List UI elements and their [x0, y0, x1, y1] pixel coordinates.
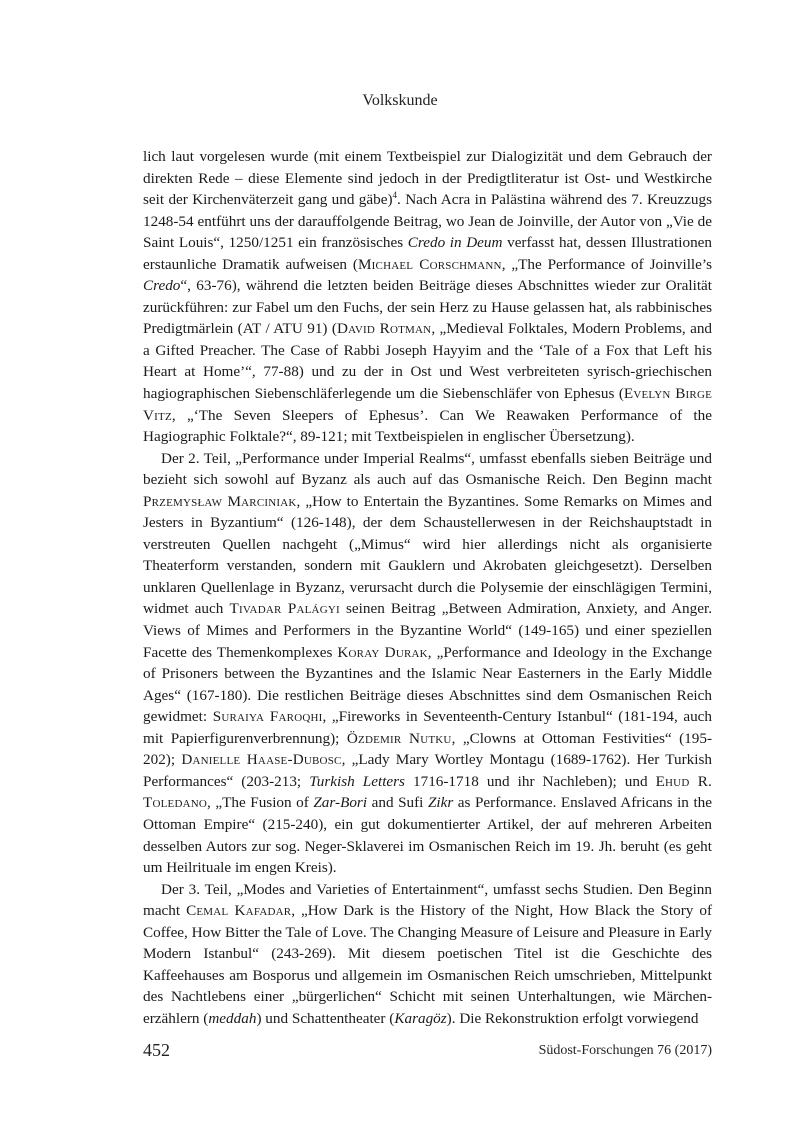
text-run: “, 63-76), während die letzten beiden Beiträge dieses Abschnittes wieder zur Oralität zurückführen: zur Fabel um den Fuchs, der sein Herz zu Hause gelassen hat, als rabbinisches Predigtmärlein (AT / ATU 91) ( [143, 277, 712, 338]
author-name: David Rotman [336, 320, 432, 338]
text-run: Der 3. Teil, „Modes and Varieties of Entertainment“, umfasst sechs Studien. Den Beginn macht [143, 880, 712, 920]
italic-title: meddah [208, 1009, 257, 1027]
italic-title: Turkish Letters [309, 772, 405, 790]
text-run: ). Die Rekonstruktion erfolgt vorwiegend [446, 1009, 699, 1027]
italic-title: Credo in Deum [407, 234, 503, 252]
text-run: 1716-1718 und ihr Nachleben); und [404, 772, 656, 790]
text-run: lich laut vorgelesen wurde (mit einem Textbeispiel zur Dialogizität und dem Gebrauch der direkten Rede – diese Elemente sind jedoch in der Predigtliteratur ist Ost- und Westkirche seit der Kirchenväterzeit gang und gäbe) [143, 148, 712, 209]
author-name: Evelyn Birge Vitz [143, 385, 713, 424]
text-run: , „‘The Seven Sleepers of Ephesus’. Can We Reawaken Performance of the Hagiographic Folktale?“, 89-121; mit Textbeispielen in englischer Übersetzung). [143, 406, 712, 446]
italic-title: Zikr [427, 794, 454, 812]
text-run: and Sufi [367, 794, 428, 812]
paragraph [143, 879, 712, 1030]
text-run: as Performance. Enslaved Africans in the Ottoman Empire“ (215-240), ein gut dokumentierter Artikel, der auf mehreren Arbeiten desselben Autors zur sog. Neger-Sklaverei im Osmanischen Reich im 19. Jh. beruht (es geht um Heilrituale im engen Kreis). [143, 794, 712, 877]
author-name: Michael Corschmann [357, 255, 502, 273]
page-number: 452 [143, 1040, 170, 1060]
author-name: Tivadar Palágyi [229, 600, 340, 618]
text-run: , „Fireworks in Seventeenth-Century Istanbul“ (181-194, auch mit Papierfigurenverbrennung); [143, 708, 712, 747]
italic-title: Credo [143, 277, 181, 295]
text-run: , „The Performance of Joinville’s [501, 255, 713, 273]
author-name: Ehud R. Toledano [143, 772, 713, 812]
text-run: . Nach Acra in Palästina während des 7. Kreuzzugs 1248-54 entführt uns der darauffolgende Beitrag, wo Jean de Joinville, der Autor von „Vie de Saint Louis“, 1250/1251 ein französisches [143, 191, 712, 252]
text-run: Der 2. Teil, „Performance under Imperial Realms“, umfasst ebenfalls sieben Beiträge und bezieht sich sowohl auf Byzanz als auch auf das Osmanische Reich. Den Beginn macht [143, 449, 712, 489]
text-run: , „Clowns at Ottoman Festivities“ (195-202); [143, 729, 713, 769]
author-name: Koray Durak [337, 643, 428, 661]
italic-title: Zar-Bori [313, 794, 368, 812]
paragraph [143, 448, 712, 879]
text-run: , „How to Entertain the Byzantines. Some Remarks on Mimes and Jesters in Byzantium“ (126-148), der dem Schaustellerwesen in der Reichshauptstadt in verstreuten Quellen nachgeht („Mimus“ wird hier allerdings nicht als organisierte Theaterform verstanden, sondern mit Gauklern und Akrobaten gleichgesetzt). Derselben unklaren Quellenlage in Byzanz, verursacht durch die Polysemie der einschlägigen Termini, widmet auch [143, 492, 712, 618]
text-run: ) und Schattentheater ( [256, 1009, 395, 1027]
text-run: , „How Dark is the History of the Night, How Black the Story of Coffee, How Bitter the Tale of Love. The Changing Measure of Leisure and Pleasure in Early Modern Istanbul“ (243-269). Mit diesem poetischen Titel ist die Geschichte des Kaffeehauses am Bosporus und allgemein im Osmanischen Reich umschrieben, Mittelpunkt des Nachtlebens einer „bürgerlichen“ Schicht mit seinen Unterhaltungen, wie Märchenerzählern ( [143, 902, 713, 1027]
text-run: , „Lady Mary Wortley Montagu (1689-1762). Her Turkish Performances“ (203-213; [143, 751, 712, 790]
text-run: , „Medieval Folktales, Modern Problems, and a Gifted Preacher. The Case of Rabbi Joseph Hayyim and the ‘Tale of a Fox that Left his Heart at Home’“, 77-88) und zu der in Ost und West verbreiteten syrisch-griechischen hagiographischen Siebenschläferlegende um die Siebenschläfer von Ephesus ( [143, 320, 713, 403]
author-name: Przemysław Marciniak [143, 492, 297, 510]
text-run: verfasst hat, dessen Illustrationen erstaunliche Dramatik aufweisen ( [143, 234, 712, 273]
running-head: Volkskunde [362, 92, 438, 109]
text-run: , „Performance and Ideology in the Exchange of Prisoners between the Byzantines and the Islamic Near Easterners in the Early Middle Ages“ (167-180). Die restlichen Beiträge dieses Abschnittes sind dem Osmanischen Reich gewidmet: [143, 643, 712, 726]
footnote-marker: 4 [392, 190, 398, 201]
author-name: Cemal Kafadar [186, 902, 292, 920]
author-name: Özdemir Nutku [346, 729, 452, 747]
author-name: Suraiya Faroqhi [212, 708, 323, 726]
paragraph [143, 146, 712, 448]
body-text [143, 146, 712, 1029]
journal-footer: Südost-Forschungen 76 (2017) [538, 1043, 712, 1058]
text-run: seinen Beitrag „Between Admiration, Anxiety, and Anger. Views of Mimes and Performers in the Byzantine World“ (149-165) und einer speziellen Facette des Themenkomplexes [143, 600, 712, 661]
author-name: Danielle Haase-Dubosc [181, 751, 342, 769]
text-run: , „The Fusion of [207, 794, 314, 812]
italic-title: Karagöz [394, 1009, 447, 1027]
